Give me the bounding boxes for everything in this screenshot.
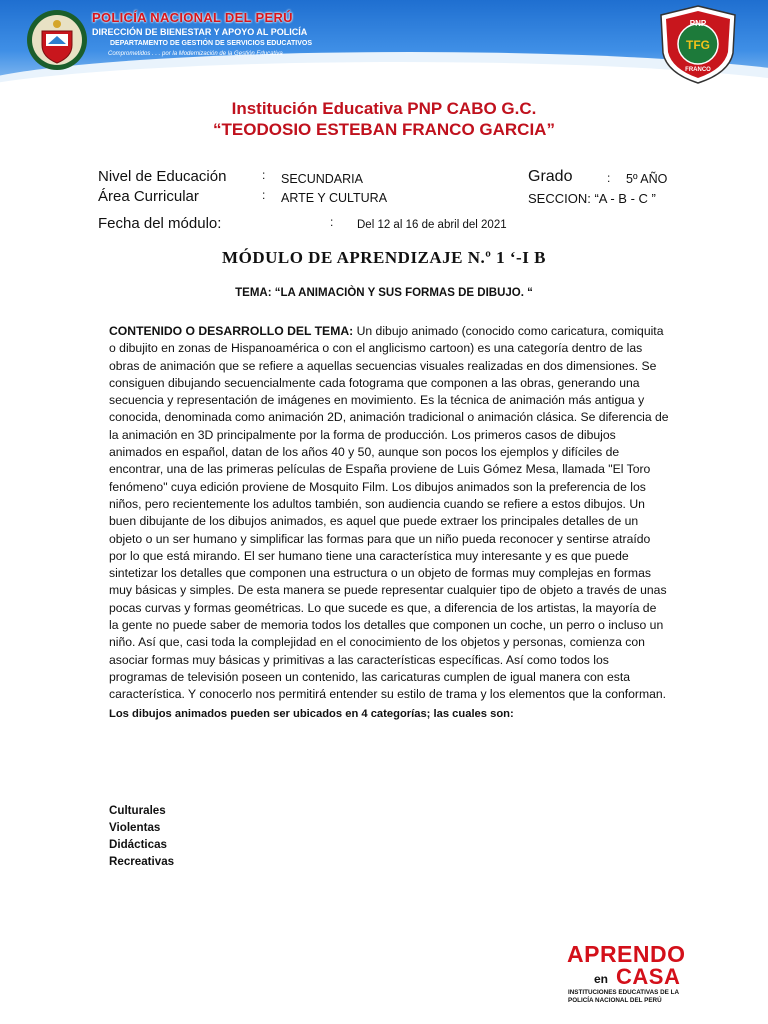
- area-label: Área Curricular: [98, 188, 199, 205]
- seccion-text: SECCION: “A - B - C ”: [528, 191, 656, 206]
- org-name: POLICÍA NACIONAL DEL PERÚ: [92, 10, 293, 25]
- institution-line-1: Institución Educativa PNP CABO G.C.: [231, 99, 537, 118]
- list-item: Culturales: [109, 804, 166, 817]
- logo-subtitle-2: POLICÍA NACIONAL DEL PERÚ: [568, 997, 662, 1004]
- colon: :: [262, 168, 266, 182]
- fecha-label: Fecha del módulo:: [98, 215, 222, 232]
- fecha-value: Del 12 al 16 de abril del 2021: [357, 219, 507, 231]
- content-trail: Los dibujos animados pueden ser ubicados en 4 categorías; las cuales son:: [109, 707, 514, 720]
- shield-bottom-text: FRANCO: [685, 67, 711, 73]
- colon: :: [262, 188, 266, 202]
- shield-top-text: PNP: [689, 19, 707, 28]
- content-body: Un dibujo animado (conocido como caricatura, comiquita o dibujito en zonas de Hispanoamérica o con el anglicismo cartoon) es una categoría dentro de las obras de animación que se refiere a aquellas secuencias visuales realizadas en dos dimensiones. Se consiguen dibujando secuencialmente cada fotograma que componen a las obras, generando una secuencia y representación de imágenes en movimiento. Es la técnica de animación más antigua y conocida, denominada como animación 2D, animación tradicional o animación clásica. Se diferencia de la animación en 3D principalmente por la forma de producción. Los primeros casos de dibujos animados en español, datan de los años 40 y 50, aunque son pocos los ejemplos y difíciles de encontrar, una de las primeras películas de España proviene de Luis Gómez Mesa, llamada "El Toro fenómeno" cuya edición proviene de Mosquito Film. Los dibujos animados son la preferencia de los niños, pero recientemente los adultos también, son audiencia cuando se refiere a estos dibujos. Un buen dibujante de los dibujos animados, es aquel que puede extraer los principales detalles de un objeto o un ser humano y simplificar las formas para que un niño pueda reconocer y sentirse atraído por lo que está mirando. El ser humano tiene una característica muy interesante y es que puede sintetizar los detalles que componen una estructura o un objeto de formas muy complejas en formas muy básicas y simples. De esta manera se puede representar cualquier tipo de objeto a través de unas pocas curvas y formas geométricas. Lo que sucede es que, a diferencia de los artistas, la mayoría de la gente no puede saber de memoria todos los detalles que componen un coche, un perro o incluso un niño. Así que, casi toda la complejidad en el conocimiento de los objetos y personas, comienza con asociar formas muy básicas y primitivas a las características específicas. Así como todos los programas de televisión poseen un contenido, las caricaturas cumplen de igual manera con esta característica. Y conocerlo nos permitirá entender su estilo de trama y los elementos que la conforman.: [109, 324, 669, 702]
- content-paragraph: [109, 323, 669, 723]
- list-item: Recreativas: [109, 855, 175, 868]
- en-text: en: [594, 972, 609, 986]
- nivel-label: Nivel de Educación: [98, 168, 227, 185]
- grado-value: 5º AÑO: [626, 172, 668, 186]
- motto: Comprometidos . . . por la Modernización de la Gestión Educativa: [108, 51, 283, 57]
- shield-center-text: TFG: [686, 38, 710, 52]
- nivel-value: SECUNDARIA: [281, 172, 363, 186]
- category-list: [109, 802, 174, 870]
- content-lead: CONTENIDO O DESARROLLO DEL TEMA:: [109, 324, 354, 338]
- list-item: Violentas: [109, 821, 161, 834]
- institution-line-2: “TEODOSIO ESTEBAN FRANCO GARCIA”: [213, 120, 555, 139]
- casa-text: CASA: [616, 964, 681, 989]
- module-title: MÓDULO DE APRENDIZAJE N.º 1 ‘-I B: [222, 248, 546, 267]
- direction-name: DIRECCIÓN DE BIENESTAR Y APOYO AL POLICÍA: [92, 27, 308, 37]
- grado-label: Grado: [528, 168, 573, 185]
- aprendo-en-casa-logo: [564, 941, 714, 1007]
- department-name: DEPARTAMENTO DE GESTIÓN DE SERVICIOS EDUCATIVOS: [110, 40, 312, 47]
- tema-title: TEMA: “LA ANIMACIÒN Y SUS FORMAS DE DIBUJO. “: [235, 287, 533, 299]
- colon: :: [330, 215, 334, 229]
- list-item: Didácticas: [109, 838, 167, 851]
- colon: :: [607, 171, 611, 185]
- school-shield-logo: [655, 3, 741, 85]
- aprendo-text: APRENDO: [567, 941, 686, 967]
- header-banner: [0, 0, 768, 92]
- logo-subtitle-1: INSTITUCIONES EDUCATIVAS DE LA: [568, 989, 680, 996]
- police-crest-icon: [26, 9, 88, 71]
- area-value: ARTE Y CULTURA: [281, 191, 388, 205]
